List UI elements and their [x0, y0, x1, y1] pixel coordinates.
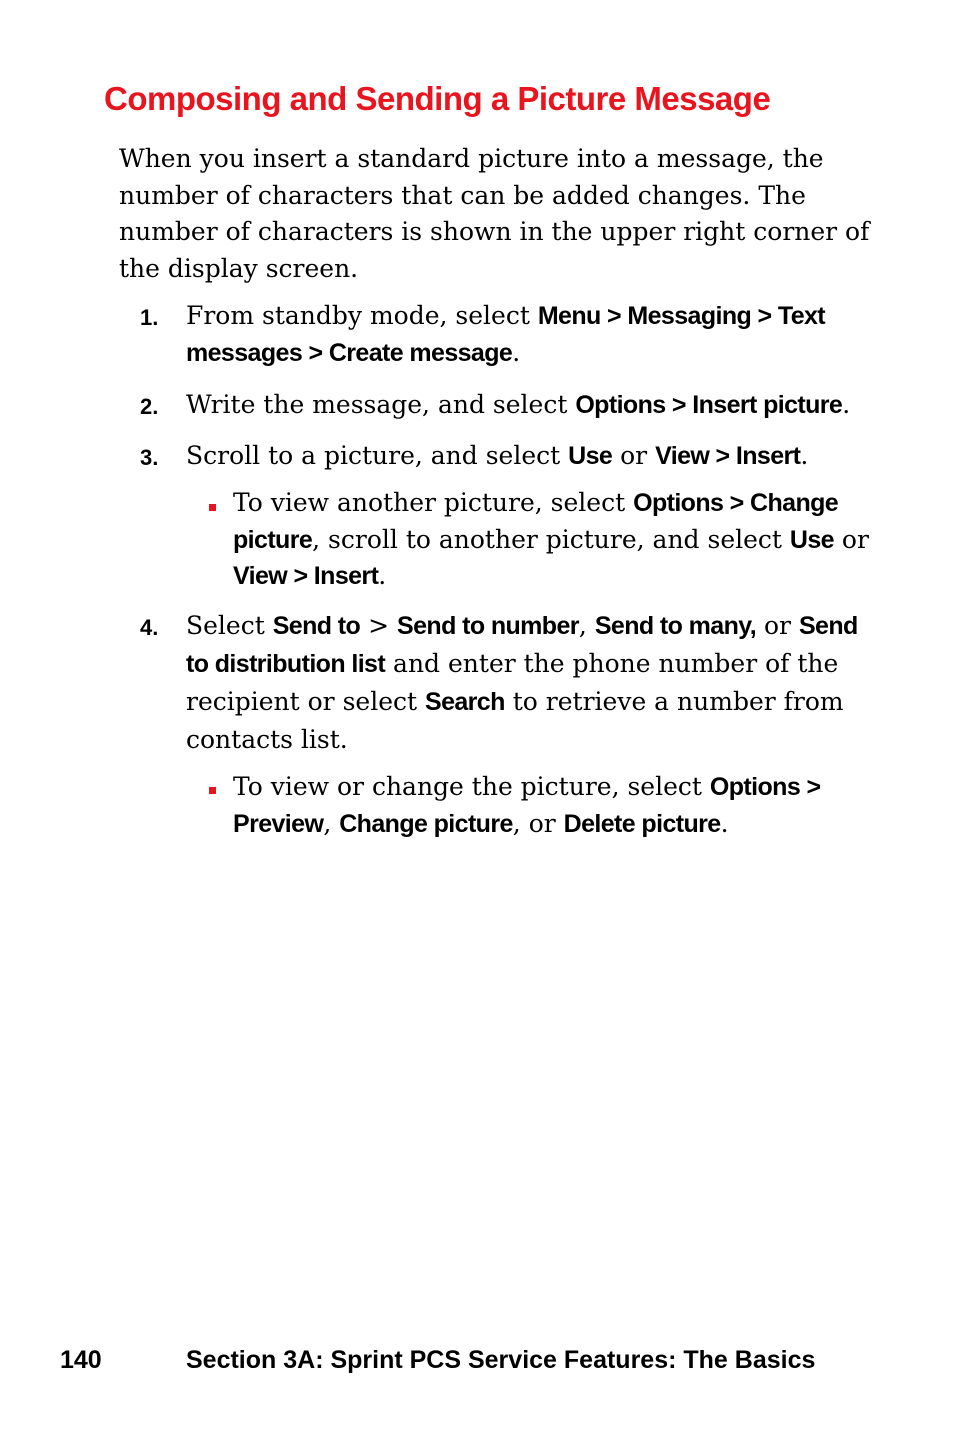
bullet-square-icon [209, 787, 216, 794]
step-text: . [842, 390, 851, 419]
menu-path: Options > Insert picture [575, 391, 843, 419]
menu-option: Send to number [397, 612, 579, 640]
menu-path: View > Insert [655, 442, 801, 470]
step-number: 3. [140, 445, 159, 470]
step-text: or [612, 441, 656, 470]
page-number: 140 [60, 1346, 102, 1374]
step-text: to retrieve a number from contacts list. [186, 687, 844, 754]
bullet-text: To view or change the picture, select [233, 772, 710, 801]
step-text: . [800, 441, 809, 470]
step-text: and enter the phone number of the recipient or select [186, 649, 839, 716]
step-text: , [578, 611, 595, 640]
menu-option: Delete picture [563, 809, 721, 838]
bullet-text: , scroll to another picture, and select [312, 524, 790, 554]
bullet-text: . [720, 808, 729, 838]
menu-option: Use [568, 442, 613, 470]
step-text: or [756, 611, 799, 640]
step-number: 1. [140, 305, 159, 330]
step-text: Select [186, 611, 273, 640]
step-4-text [186, 607, 876, 759]
bullet-text: or [833, 524, 869, 554]
menu-option: Send to [272, 612, 361, 640]
menu-path: View > Insert [233, 562, 379, 590]
bullet-1-text [233, 485, 873, 595]
step-text: Write the message, and select [186, 390, 576, 419]
bullet-text: , [323, 808, 340, 838]
menu-option: Change picture [339, 809, 513, 838]
step-text: > [360, 611, 398, 640]
intro-paragraph: When you insert a standard picture into a message, the number of characters that can be added changes. The number of characters is shown in the upper right corner of the display screen. [119, 144, 870, 283]
menu-path: Options > Preview [233, 773, 821, 838]
section-title: Section 3A: Sprint PCS Service Features: The Basics [186, 1346, 816, 1374]
menu-path: Options > Change picture [233, 489, 839, 554]
step-text: From standby mode, select [186, 301, 538, 330]
menu-option: Send to many, [594, 612, 757, 640]
step-number: 4. [140, 615, 159, 640]
step-text: Scroll to a picture, and select [186, 441, 569, 470]
step-3-text [186, 438, 876, 475]
step-1-text [186, 298, 876, 371]
bullet-2-text [233, 769, 843, 842]
bullet-text: , or [512, 808, 564, 838]
bullet-square-icon [209, 504, 216, 511]
step-2-text [186, 387, 876, 424]
menu-option: Search [425, 688, 505, 716]
step-text: . [512, 337, 521, 367]
menu-option: Use [789, 525, 834, 554]
step-number: 2. [140, 394, 159, 419]
bullet-text: . [378, 561, 387, 590]
menu-option: Send to distribution list [186, 612, 858, 678]
bullet-text: To view another picture, select [233, 488, 634, 517]
page-heading: Composing and Sending a Picture Message [104, 80, 771, 117]
menu-path: Menu > Messaging > Text messages > Create message [186, 302, 826, 367]
